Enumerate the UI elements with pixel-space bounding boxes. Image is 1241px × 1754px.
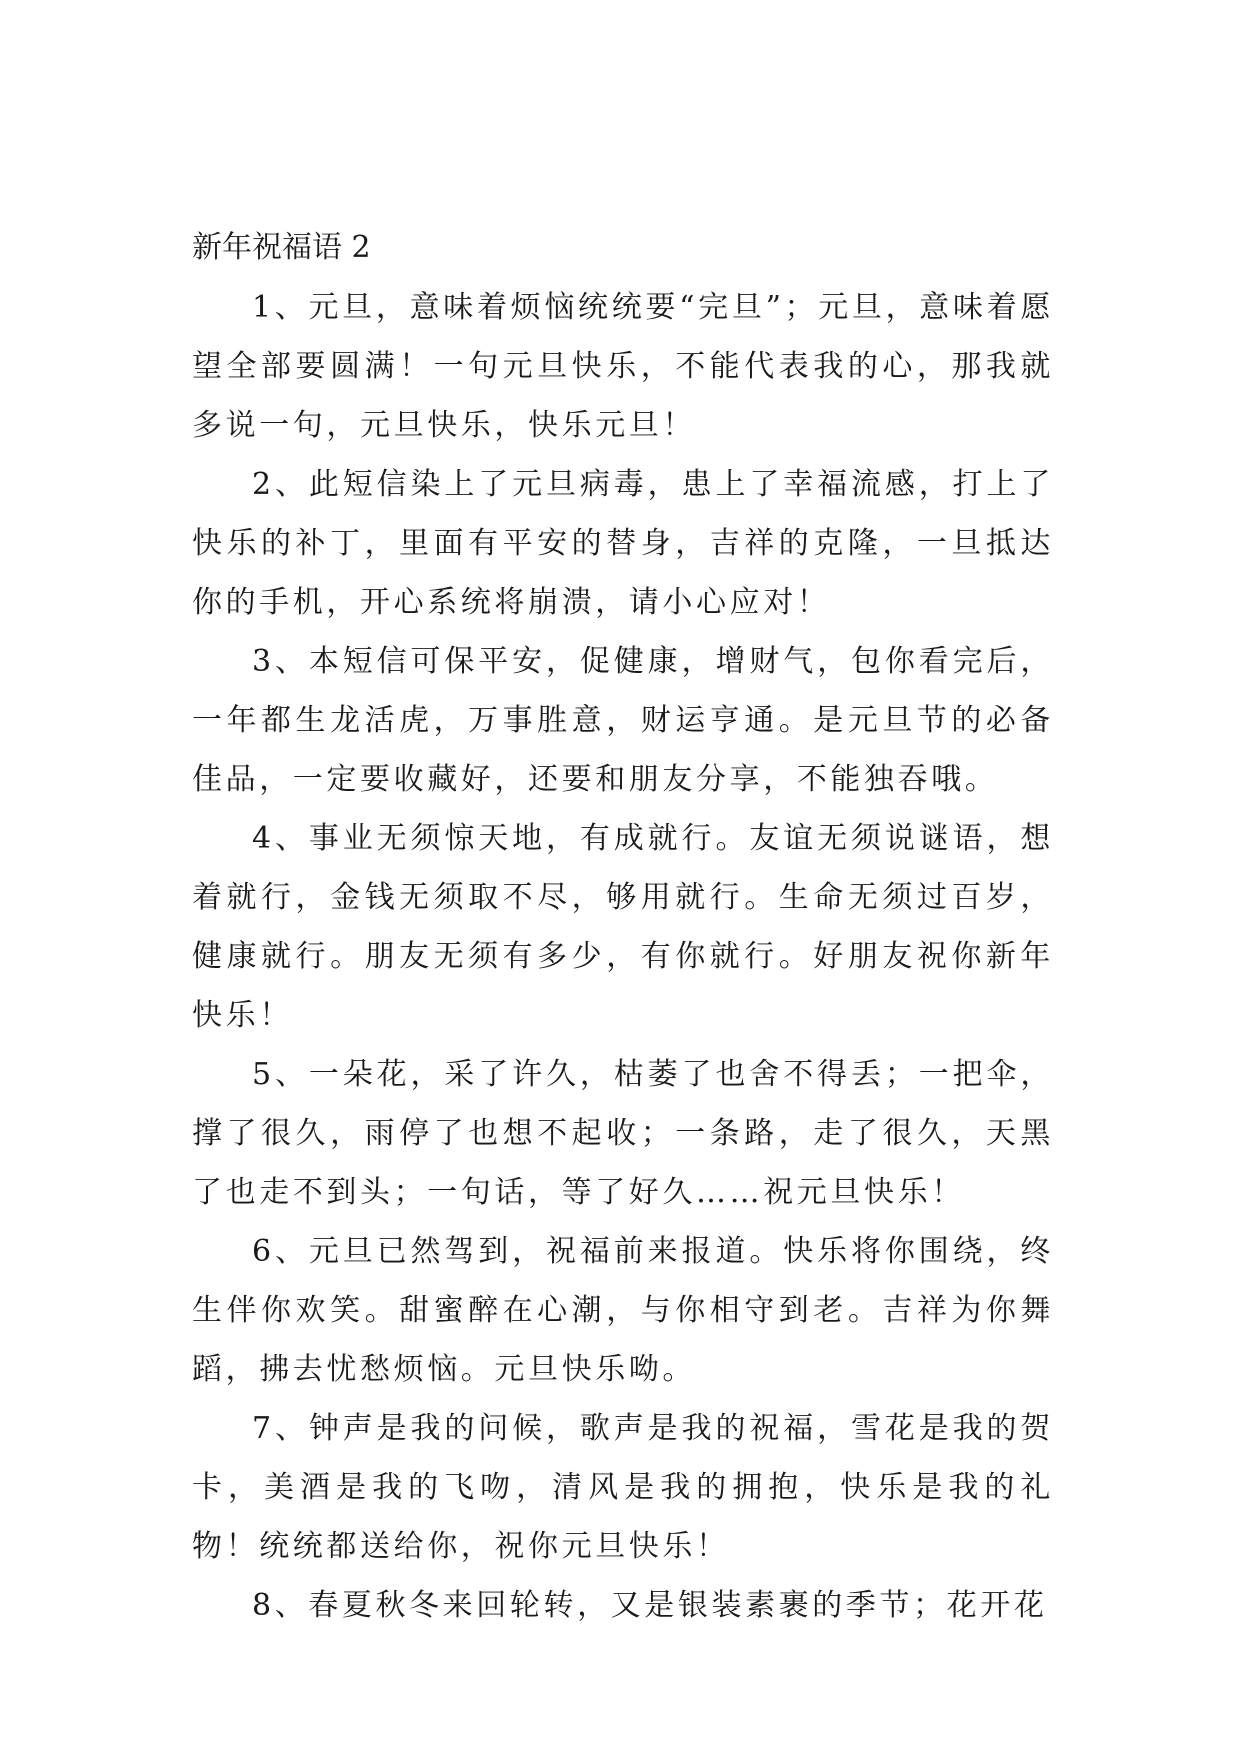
paragraph-2: 2、此短信染上了元旦病毒，患上了幸福流感，打上了快乐的补丁，里面有平安的替身，吉祥的克隆，一旦抵达你的手机，开心系统将崩溃，请小心应对！ [192, 467, 1054, 620]
paragraph-8: 8、春夏秋冬来回轮转，又是银装素裹的季节；花开花 [252, 1588, 1048, 1623]
paragraph-4: 4、事业无须惊天地，有成就行。友谊无须说谜语，想着就行，金钱无须取不尽，够用就行。生命无须过百岁，健康就行。朋友无须有多少，有你就行。好朋友祝你新年快乐！ [192, 821, 1054, 1033]
document-title: 新年祝福语 2 [192, 230, 371, 265]
paragraph-7: 7、钟声是我的问候，歌声是我的祝福，雪花是我的贺卡，美酒是我的飞吻，清风是我的拥抱，快乐是我的礼物！统统都送给你，祝你元旦快乐！ [192, 1411, 1054, 1564]
document-page [192, 218, 1054, 1635]
paragraph-6: 6、元旦已然驾到，祝福前来报道。快乐将你围绕，终生伴你欢笑。甜蜜醉在心潮，与你相守到老。吉祥为你舞蹈，拂去忧愁烦恼。元旦快乐呦。 [192, 1234, 1054, 1387]
paragraph-1: 1、元旦，意味着烦恼统统要“完旦”；元旦，意味着愿望全部要圆满！一句元旦快乐，不能代表我的心，那我就多说一句，元旦快乐，快乐元旦！ [192, 290, 1054, 443]
paragraph-5: 5、一朵花，采了许久，枯萎了也舍不得丢；一把伞，撑了很久，雨停了也想不起收；一条路，走了很久，天黑了也走不到头；一句话，等了好久……祝元旦快乐！ [192, 1057, 1054, 1210]
paragraph-3: 3、本短信可保平安，促健康，增财气，包你看完后，一年都生龙活虎，万事胜意，财运亨通。是元旦节的必备佳品，一定要收藏好，还要和朋友分享，不能独吞哦。 [192, 644, 1054, 797]
